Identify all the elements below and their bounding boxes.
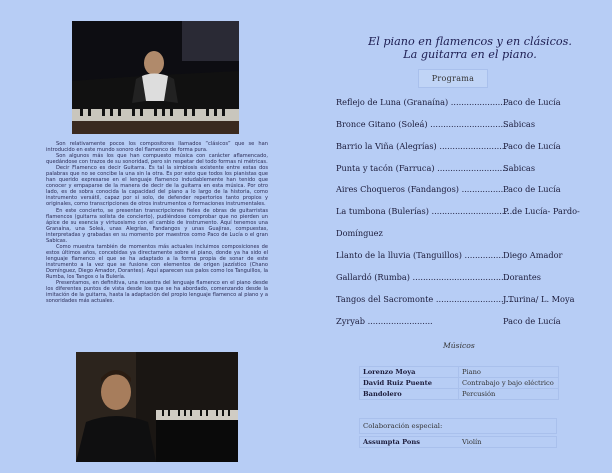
musician-row <box>360 367 559 378</box>
program-author: Sabicas <box>503 119 536 129</box>
program-piece: Reflejo de Luna (Granaína) ...................... <box>336 97 509 107</box>
program-author: Paco de Lucía <box>503 184 561 194</box>
program-author: Diego Amador <box>503 250 563 260</box>
program-author: Paco de Lucía <box>503 316 561 326</box>
musician-row <box>360 378 559 389</box>
collab-role: Violín <box>462 438 482 446</box>
program-author: Sabicas <box>503 163 536 173</box>
program-piece: Llanto de la lluvia (Tanguillos) ............... <box>336 250 504 260</box>
musician-role: Contrabajo y bajo eléctrico <box>459 378 559 389</box>
program-row <box>336 316 606 330</box>
program-row <box>336 294 606 308</box>
program-row <box>336 272 606 286</box>
musician-role: Piano <box>459 367 559 378</box>
pianist-photo-top <box>72 21 239 134</box>
title-line-1: El piano en flamencos y en clásicos. <box>368 35 572 48</box>
collab-heading: Colaboración especial: <box>359 418 557 434</box>
program-row <box>336 250 606 264</box>
program-author: J.Turina/ L. Moya <box>503 294 575 304</box>
program-row <box>336 141 606 155</box>
intro-paragraph: En este concierto, se presentan transcripciones fieles de obras de guitarristas flamencos (guitarra solista de concierto), pudiéndose comprobar que no pierden un ápice de su esencia y virtuosismo con el cambio de instrumento. Aquí tenemos una Granaína, una Soleá, unas Alegrías, Fandangos y unas Guajiras, compuestas, interpretadas y grabadas en su momento por maestros como Paco de Lucía o el gran Sabicas. <box>46 207 268 244</box>
title-line-2: La guitarra en el piano. <box>403 48 537 61</box>
musician-name: Lorenzo Moya <box>360 367 459 378</box>
musician-row <box>360 389 559 400</box>
program-piece: Gallardó (Rumba) ..................................... <box>336 272 509 282</box>
program-row <box>336 119 606 133</box>
program-piece: Aires Choqueros (Fandangos) .................. <box>336 184 509 194</box>
program-piece: Domínguez <box>336 228 383 238</box>
program-piece: Zyryab ......................... <box>336 316 433 326</box>
pianist-photo-bottom <box>76 352 238 462</box>
program-piece: Bronce Gitano (Soleá) .............................. <box>336 119 509 129</box>
intro-paragraph: Son relativamente pocos los compositores llamados “clásicos” que se han introducido en este mundo sonoro del flamenco de forma pura. <box>46 141 268 154</box>
intro-paragraph: Como muestra también de momentos más actuales incluimos composiciones de estos últimos años, concebidas ya directamente sobre el piano, donde ya ha sido el lenguaje flamenco el que se ha adaptado a la forma propia de sonar de este instrumento a la vez que se fusione con elementos de origen jazzístico (Chano Domínguez, Diego Amador, Dorantes). Aquí aparecen sus palos como los Tanguillos, la Rumba, los Tangos o la Bulería. <box>46 243 268 281</box>
program-row <box>336 163 606 177</box>
program-piece: Tangos del Sacromonte ............................... <box>336 294 517 304</box>
intro-paragraph: Presentamos, en definitiva, una muestra del lenguaje flamenco en el piano desde los diferentes puntos de vista desde los que se ha abordado, comenzando desde la imitación de la guitarra, hasta la adaptación del propio lenguaje flamenco al piano y a sonoridades más actuales. <box>46 280 268 305</box>
musician-name: David Ruiz Puente <box>360 378 459 389</box>
program-author: Paco de Lucía <box>503 97 561 107</box>
collab-row <box>359 436 557 448</box>
musicians-table <box>359 366 559 400</box>
musician-role: Percusión <box>459 389 559 400</box>
intro-paragraph: Decir Flamenco es decir Guitarra. Es tal la simbiosis existente entre estas dos palabras que no se concibe la una sin la otra. Es por esto que todos los pianistas que han querido expresarse en el lenguaje flamenco indudablemente han tenido que conocer y empaparse de la manera de decir de la guitarra en esta música. Por otro lado, es de sobra conocida la capacidad del piano a lo largo de la historia, como instrumento versátil, capaz por sí solo, de defender repertorios tanto propios y originales, como transcripciones de otros instrumentos o formaciones instrumentales. <box>46 165 268 208</box>
program-row <box>336 228 606 242</box>
musician-name: Bandolero <box>360 389 459 400</box>
concert-title <box>330 35 610 61</box>
program-row <box>336 206 606 220</box>
intro-paragraph: Son algunos más los que han compuesto música con carácter aflamencado, quedándose con trazos de su sonoridad, pero sin respetar del todo formas ni métricas. <box>46 153 268 166</box>
program-author: P. de Lucía- Pardo- <box>503 206 580 216</box>
collab-name: Assumpta Pons <box>363 438 421 446</box>
musicos-heading: Músicos <box>443 341 475 350</box>
program-row <box>336 97 606 111</box>
program-piece: La tumbona (Bulerías) ................................ <box>336 206 515 216</box>
program-piece: Barrio la Viña (Alegrías) .......................... <box>336 141 508 151</box>
program-row <box>336 184 606 198</box>
intro-text <box>46 141 268 346</box>
program-author: Dorantes <box>503 272 541 282</box>
programa-heading: Programa <box>418 69 488 88</box>
program-author: Paco de Lucía <box>503 141 561 151</box>
program-piece: Punta y tacón (Farruca) ........................... <box>336 163 508 173</box>
